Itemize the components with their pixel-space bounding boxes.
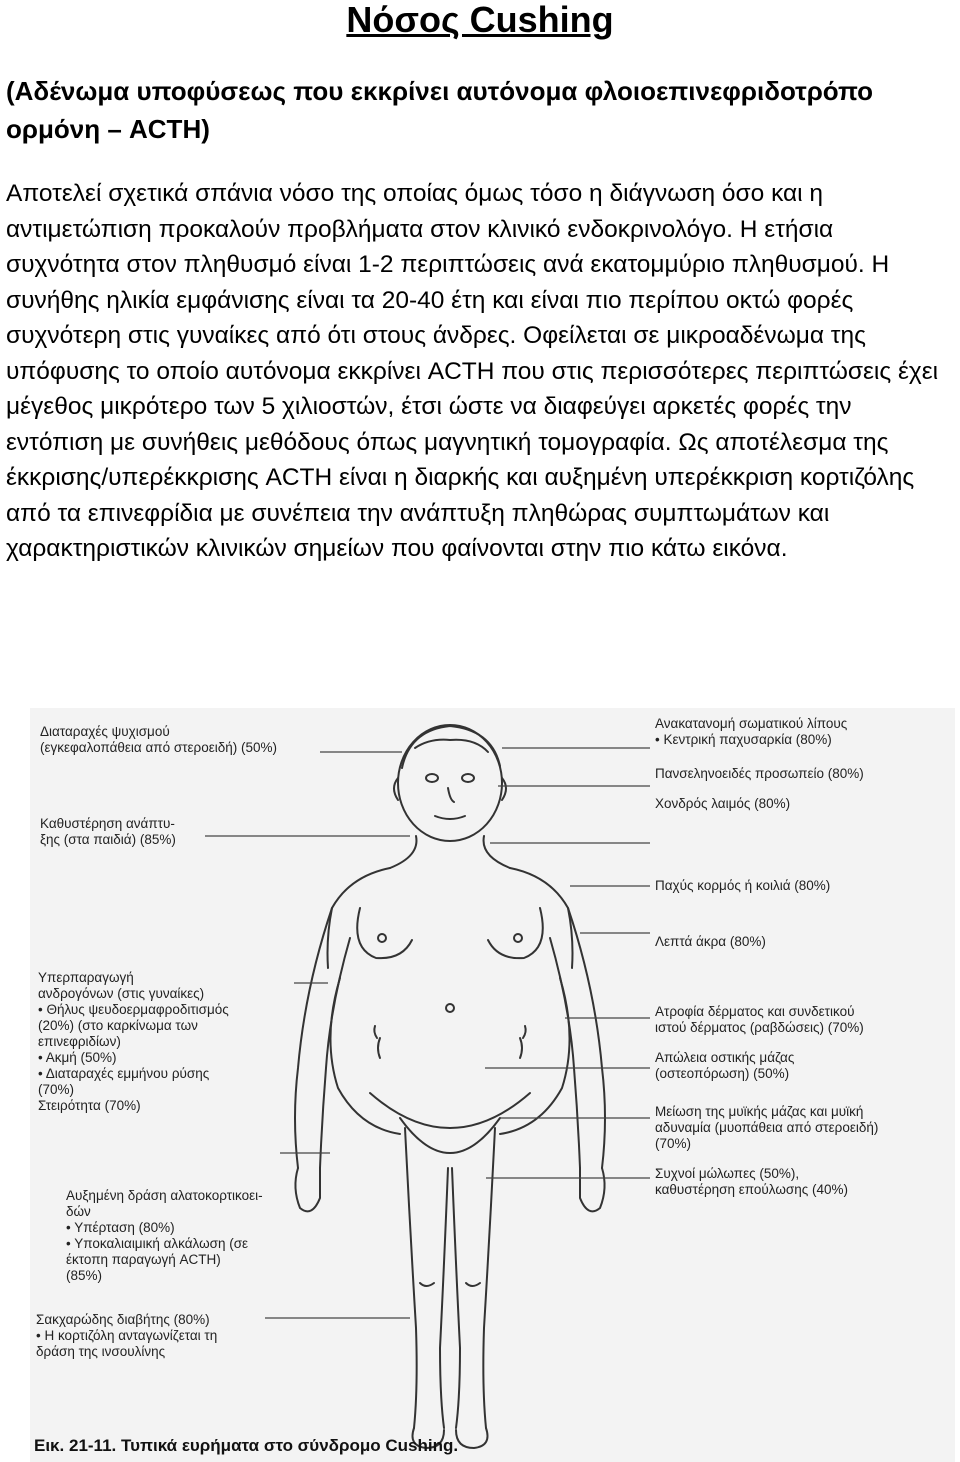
label-line: Διαταραχές ψυχισμού [40,724,170,739]
label-line: αδυναμία (μυοπάθεια από στεροειδή) [655,1120,879,1135]
body-text [6,176,952,567]
label-line: Στειρότητα (70%) [38,1098,141,1113]
label-line: (85%) [66,1268,103,1283]
label-psyche [40,724,277,756]
label-line: Απώλεια οστικής μάζας [655,1050,795,1065]
label-line: • Διαταραχές εμμήνου ρύσης [38,1066,210,1081]
label-line: Ατροφία δέρματος και συνδετικού [655,1004,855,1019]
subtitle: (Αδένωμα υποφύσεως που εκκρίνει αυτόνομα φλοιοεπινεφριδοτρόπο ορμόνη – ACTH) [6,76,874,144]
label-thin-limbs [655,934,766,950]
label-thick-trunk [655,878,830,894]
label-line: • Θήλυς ψευδοερμαφροδιτισμός [38,1002,229,1017]
label-line: δών [66,1204,91,1219]
label-line: έκτοπη παραγωγή ACTH) [66,1252,221,1267]
label-muscle-weakness [655,1104,878,1152]
label-line: Σακχαρώδης διαβήτης (80%) [36,1312,210,1327]
label-line: επινεφριδίων) [38,1034,121,1049]
label-line: καθυστέρηση επούλωσης (40%) [655,1182,848,1197]
label-line: ιστού δέρματος (ραβδώσεις) (70%) [655,1020,864,1035]
label-fat-redistribution [655,716,847,748]
label-mineralocorticoids [66,1188,263,1284]
label-line: ανδρογόνων (στις γυναίκες) [38,986,205,1001]
label-androgens [38,970,229,1114]
label-line: (70%) [655,1136,692,1151]
label-line: Πανσεληνοειδές προσωπείο (80%) [655,766,864,781]
label-line: Χονδρός λαιμός (80%) [655,796,791,811]
label-line: (70%) [38,1082,75,1097]
label-line: • Ακμή (50%) [38,1050,117,1065]
label-line: ξης (στα παιδιά) (85%) [40,832,176,847]
label-thick-neck [655,796,790,812]
label-line: • Υπέρταση (80%) [66,1220,175,1235]
page-title: Νόσος Cushing [346,0,614,40]
cushing-figure [30,708,955,1462]
label-bone-loss [655,1050,794,1082]
label-line: Ανακατανομή σωματικού λίπους [655,716,848,731]
label-line: Αυξημένη δράση αλατοκορτικοει- [66,1188,263,1203]
intro-paragraph: Αποτελεί σχετικά σπάνια νόσο της οποίας όμως τόσο η διάγνωση όσο και η αντιμετώπιση προκαλούν προβλήματα στον κλινικό ενδοκρινολόγο. Η ετήσια συχνότητα στον πληθυσμό είναι 1-2 περιπτώσεις ανά εκατομμύριο πληθυσμού. Η συνήθης ηλικία εμφάνισης είναι τα 20-40 έτη και είναι πιο περίπου οκτώ φορές συχνότερη στις γυναίκες από ότι στους άνδρες. Οφείλεται σε μικροαδένωμα της υπόφυσης το οποίο αυτόνομα εκκρίνει ACTH που στις περισσότερες περιπτώσεις έχει μέγεθος μικρότερο των 5 χιλιοστών, έτσι ώστε να διαφεύγει αρκετές φορές την εντόπιση με συνήθεις μεθόδους όπως μαγνητική τομογραφία. Ως αποτέλεσμα της έκκρισης/υπερέκκρισης ACTH είναι η διαρκής και αυξημένη υπερέκκριση κορτιζόλης από τα επινεφρίδια με συνέπεια την ανάπτυξη πληθώρας συμπτωμάτων και χαρακτηριστικών κλινικών σημείων που φαίνονται στην πιο κάτω εικόνα. [6,180,939,562]
label-line: Υπερπαραγωγή [38,970,134,985]
figure-caption: Εικ. 21-11. Τυπικά ευρήματα στο σύνδρομο Cushing. [34,1436,459,1455]
label-skin-atrophy [655,1004,864,1036]
label-line: Παχύς κορμός ή κοιλιά (80%) [655,878,831,893]
label-line: Καθυστέρηση ανάπτυ- [40,816,175,831]
label-line: • Υποκαλιαιμική αλκάλωση (σε [66,1236,249,1251]
label-growth [40,816,176,848]
label-line: Λεπτά άκρα (80%) [655,934,766,949]
label-line: • Κεντρική παχυσαρκία (80%) [655,732,832,747]
label-diabetes [36,1312,217,1360]
label-bruises [655,1166,848,1198]
label-line: (20%) (στο καρκίνωμα των [38,1018,198,1033]
label-line: (οστεοπόρωση) (50%) [655,1066,790,1081]
label-moon-face [655,766,864,782]
label-line: (εγκεφαλοπάθεια από στεροειδή) (50%) [40,740,278,755]
label-line: δράση της ινσουλίνης [36,1344,166,1359]
label-line: • Η κορτιζόλη ανταγωνίζεται τη [36,1328,218,1343]
label-line: Συχνοί μώλωπες (50%), [655,1166,800,1181]
label-line: Μείωση της μυϊκής μάζας και μυϊκή [655,1104,864,1119]
